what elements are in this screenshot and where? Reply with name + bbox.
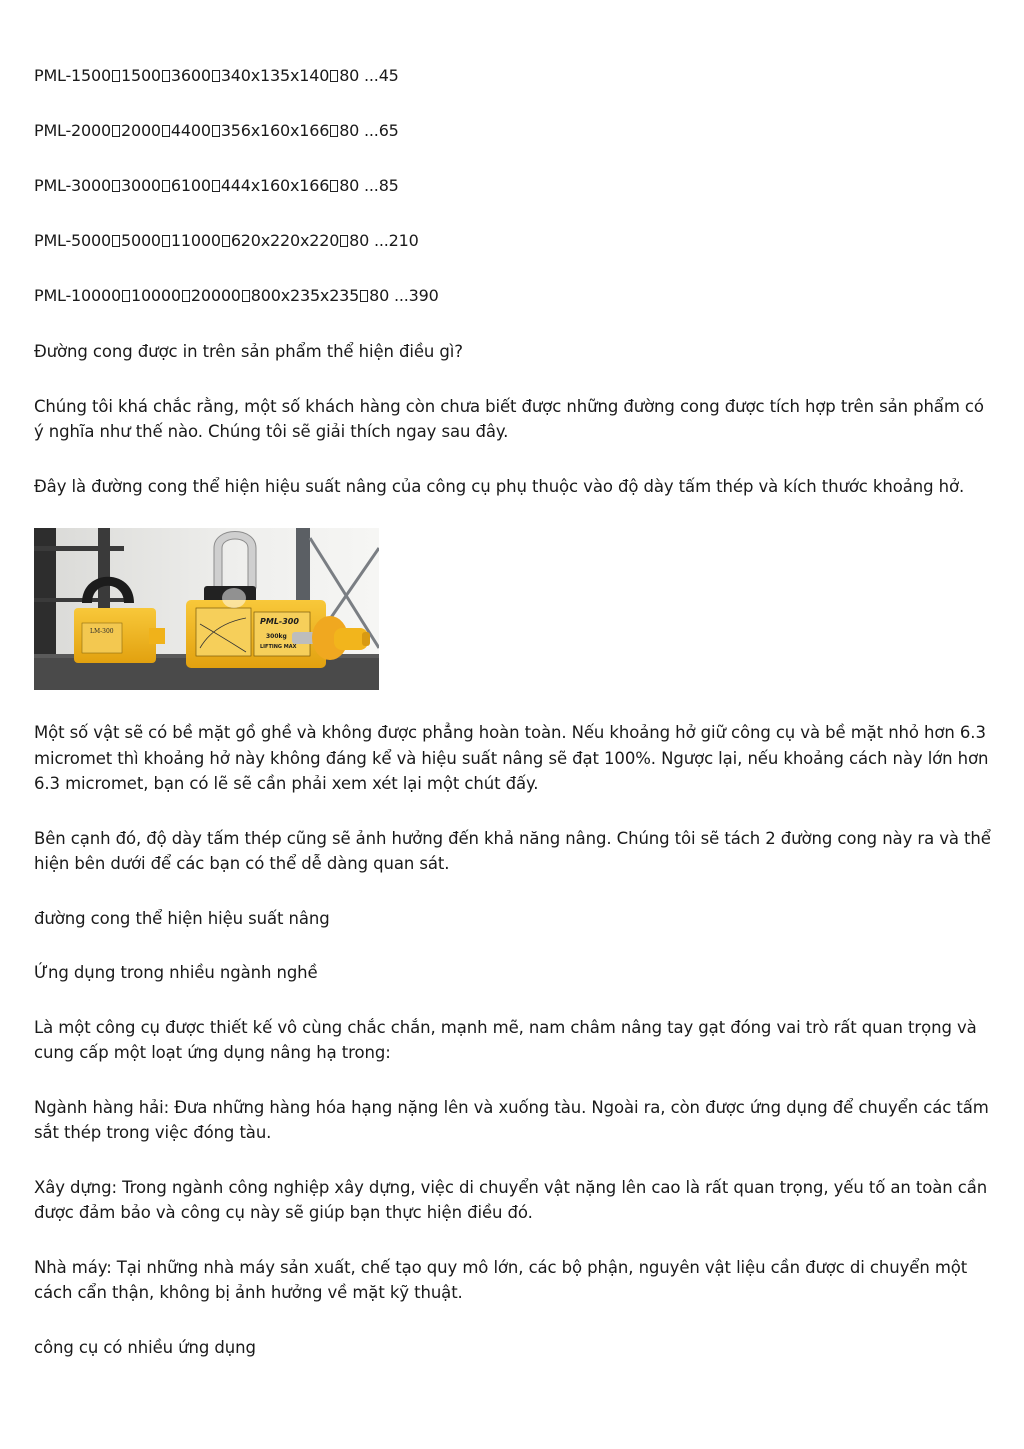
paragraph: Một số vật sẽ có bề mặt gồ ghề và không được phẳng hoàn toàn. Nếu khoảng hở giữ công cụ và bề mặt nhỏ hơn 6.3 micromet thì khoảng hở này không đáng kể và hiệu suất nâng sẽ đạt 100%. Ngược lại, nếu khoảng cách này lớn hơn 6.3 micromet, bạn có lẽ sẽ cần phải xem xét lại một chút đấy. (34, 723, 989, 793)
missing-glyph-box (212, 180, 220, 192)
missing-glyph-box (242, 290, 250, 302)
missing-glyph-box (112, 125, 120, 137)
curve-question: Đường cong được in trên sản phẩm thể hiện điều gì? (34, 342, 463, 361)
paragraph: Là một công cụ được thiết kế vô cùng chắc chắn, mạnh mẽ, nam châm nâng tay gạt đóng vai trò rất quan trọng và cung cấp một loạt ứng dụng nâng hạ trong: (34, 1017, 977, 1062)
lifting-max-label: LIFTING MAX (260, 644, 297, 650)
missing-glyph-box (182, 290, 190, 302)
spec-row: PML-5000 5000 11000 620x220x220 80 ...210 (34, 231, 419, 250)
missing-glyph-box (112, 70, 120, 82)
spec-row: PML-3000 3000 6100 444x160x166 80 ...85 (34, 176, 399, 195)
image-caption: đường cong thể hiện hiệu suất nâng (34, 908, 330, 928)
left-magnet-label: LM-300 (90, 628, 114, 635)
image-caption: công cụ có nhiều ứng dụng (34, 1337, 256, 1357)
spec-row: PML-10000 10000 20000 800x235x235 80 ...390 (34, 286, 439, 305)
paragraph: Chúng tôi khá chắc rằng, một số khách hàng còn chưa biết được những đường cong được tích hợp trên sản phẩm có ý nghĩa như thế nào. Chúng tôi sẽ giải thích ngay sau đây. (34, 396, 984, 441)
missing-glyph-box (330, 180, 338, 192)
section-heading: Ứng dụng trong nhiều ngành nghề (34, 963, 318, 982)
missing-glyph-box (222, 235, 230, 247)
spec-row: PML-1500 1500 3600 340x135x140 80 ...45 (34, 66, 399, 85)
paragraph: Ngành hàng hải: Đưa những hàng hóa hạng nặng lên và xuống tàu. Ngoài ra, còn được ứng dụng để chuyển các tấm sắt thép trong việc đóng tàu. (34, 1097, 989, 1142)
missing-glyph-box (162, 125, 170, 137)
missing-glyph-box (112, 235, 120, 247)
document-page (34, 64, 994, 1389)
missing-glyph-box (162, 70, 170, 82)
missing-glyph-box (162, 235, 170, 247)
paragraph: Nhà máy: Tại những nhà máy sản xuất, chế tạo quy mô lớn, các bộ phận, nguyên vật liệu cần được di chuyển một cách cẩn thận, không bị ảnh hưởng về mặt kỹ thuật. (34, 1257, 968, 1302)
paragraph: Đây là đường cong thể hiện hiệu suất nâng của công cụ phụ thuộc vào độ dày tấm thép và kích thước khoảng hở. (34, 476, 965, 496)
missing-glyph-box (212, 125, 220, 137)
right-magnet-label: PML-300 (260, 617, 299, 626)
missing-glyph-box (122, 290, 130, 302)
missing-glyph-box (112, 180, 120, 192)
missing-glyph-box (360, 290, 368, 302)
spec-row: PML-2000 2000 4400 356x160x166 80 ...65 (34, 121, 399, 140)
missing-glyph-box (330, 70, 338, 82)
paragraph: Xây dựng: Trong ngành công nghiệp xây dựng, việc di chuyển vật nặng lên cao là rất quan trọng, yếu tố an toàn cần được đảm bảo và công cụ này sẽ giúp bạn thực hiện điều đó. (34, 1177, 988, 1222)
missing-glyph-box (212, 70, 220, 82)
paragraph: Bên cạnh đó, độ dày tấm thép cũng sẽ ảnh hưởng đến khả năng nâng. Chúng tôi sẽ tách 2 đường cong này ra và thể hiện bên dưới để các bạn có thể dễ dàng quan sát. (34, 828, 991, 873)
missing-glyph-box (162, 180, 170, 192)
missing-glyph-box (340, 235, 348, 247)
capacity-label: 300kg (266, 633, 287, 640)
lifting-magnet-photo (34, 528, 379, 690)
missing-glyph-box (330, 125, 338, 137)
